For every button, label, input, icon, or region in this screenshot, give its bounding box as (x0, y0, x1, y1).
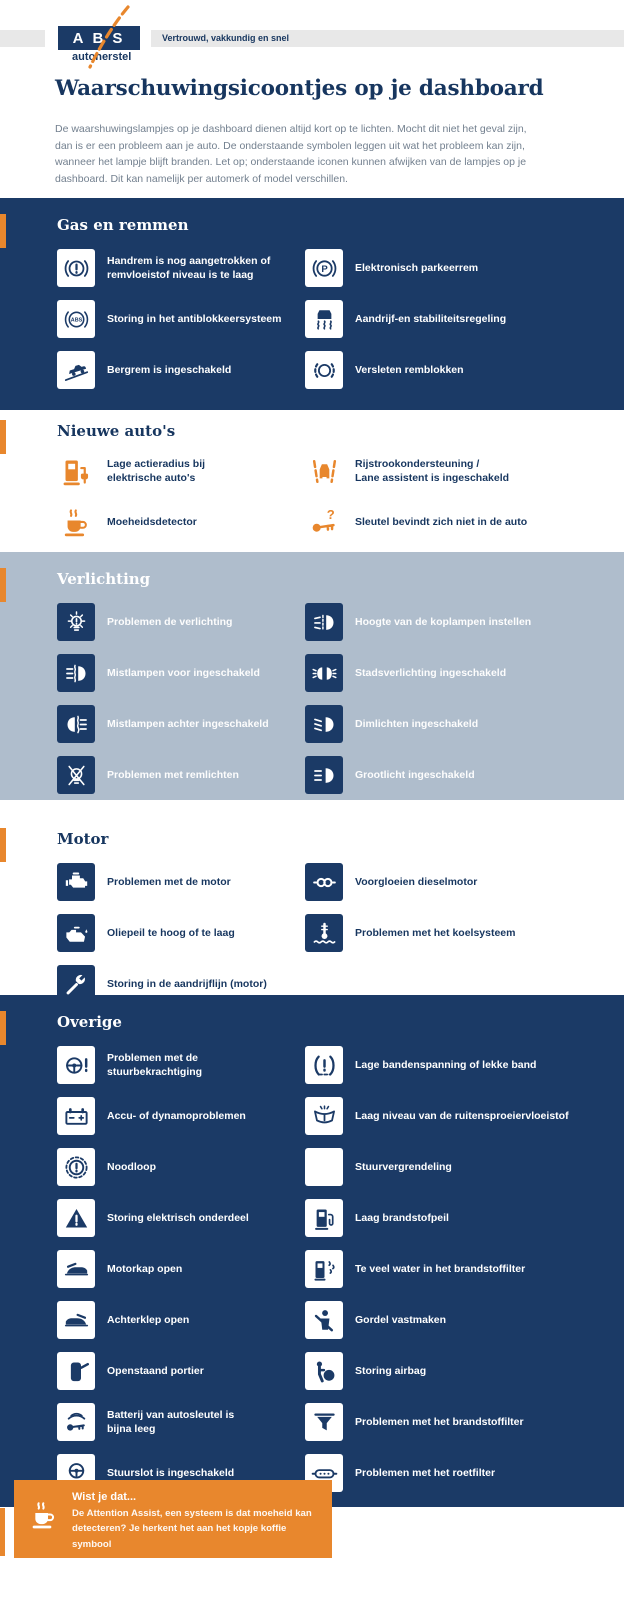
section-accent-tab (0, 828, 6, 862)
warning-item-label: Elektronisch parkeerrem (355, 261, 479, 274)
headlamp-level-icon (305, 603, 343, 641)
warning-item-label: Batterij van autosleutel is bijna leeg (107, 1408, 235, 1435)
fuel-level-icon (305, 1199, 343, 1237)
sections-container (0, 198, 624, 1507)
left-column-cell (57, 756, 305, 794)
icon-row (0, 654, 624, 692)
right-column-cell (305, 705, 616, 743)
tire-pressure-icon (305, 1046, 343, 1084)
warning-item (305, 603, 531, 641)
warning-item-label: Problemen met de motor (107, 875, 231, 888)
right-column-cell (305, 914, 616, 952)
warning-item-label: Storing in het antiblokkeersysteem (107, 312, 282, 325)
warning-item-label: Dimlichten ingeschakeld (355, 717, 479, 730)
warning-item-label: Bergrem is ingeschakeld (107, 363, 232, 376)
warning-item-label: Grootlicht ingeschakeld (355, 768, 475, 781)
abs-logo-letters: ABS (72, 29, 132, 47)
washer-fluid-icon (305, 1097, 343, 1135)
svg-text:ABS: ABS (70, 317, 82, 324)
warning-item (305, 1352, 426, 1390)
warning-item (57, 965, 267, 995)
parking-brake-icon (305, 249, 343, 287)
warning-item (305, 1046, 536, 1084)
coolant-icon (305, 914, 343, 952)
right-column-cell (305, 1046, 616, 1084)
section-verlichting (0, 552, 624, 800)
did-you-know-title: Wist je dat... (72, 1491, 137, 1503)
warning-item-label: Rijstrookondersteuning / Lane assistent is ingeschakeld (355, 457, 510, 484)
warning-item (57, 503, 197, 541)
did-you-know-body: De Attention Assist, een systeem is dat moeheid kan detecteren? Je herkent het aan het kopje koffie symbool (72, 1508, 312, 1550)
warning-item-label: Noodloop (107, 1160, 156, 1173)
warning-item-label: Laag niveau van de ruitensproeiervloeistof (355, 1109, 569, 1122)
ev-range-icon (57, 452, 95, 490)
warning-item-label: Oliepeil te hoog of te laag (107, 926, 235, 939)
icon-row (0, 756, 624, 794)
left-column-cell (57, 351, 305, 389)
right-column-cell (305, 654, 616, 692)
page-title: Waarschuwingsicoontjes op je dashboard (55, 76, 544, 101)
right-column-cell (305, 1352, 616, 1390)
warning-item (57, 452, 205, 490)
warning-item (305, 654, 506, 692)
warning-item-label: Achterklep open (107, 1313, 190, 1326)
icon-row (0, 1046, 624, 1084)
warning-item (305, 1403, 524, 1441)
warning-item (305, 863, 477, 901)
low-beam-icon (305, 705, 343, 743)
warning-item (305, 1301, 446, 1339)
right-column-cell (305, 603, 616, 641)
oil-level-icon (57, 914, 95, 952)
brake-light-warning-icon (57, 756, 95, 794)
right-column-cell (305, 756, 616, 794)
warning-item (305, 1097, 569, 1135)
icon-row (0, 705, 624, 743)
warning-item-label: Motorkap open (107, 1262, 183, 1275)
right-column-cell (305, 863, 616, 901)
section-rows (0, 249, 624, 389)
left-column-cell (57, 1148, 305, 1186)
section-rows (0, 1046, 624, 1492)
warning-item-label: Problemen de verlichting (107, 615, 233, 628)
glow-plug-icon (305, 863, 343, 901)
fog-front-icon (57, 654, 95, 692)
hood-open-icon (57, 1250, 95, 1288)
warning-item-label: Handrem is nog aangetrokken of remvloeistof niveau is te laag (107, 254, 271, 281)
section-nieuwe-autos (0, 410, 624, 552)
left-column-cell (57, 1403, 305, 1441)
icon-row (0, 300, 624, 338)
section-motor (0, 800, 624, 995)
warning-item-label: Te veel water in het brandstoffilter (355, 1262, 526, 1275)
door-open-icon (57, 1352, 95, 1390)
right-column-cell (305, 1301, 616, 1339)
tagline: Vertrouwd, vakkundig en snel (162, 33, 290, 43)
right-column-cell (305, 1250, 616, 1288)
did-you-know-box (14, 1480, 332, 1558)
right-column-cell (305, 503, 616, 541)
abs-logo (58, 26, 140, 50)
section-rows (0, 863, 624, 995)
warning-item (57, 351, 231, 389)
section-title: Nieuwe auto's (57, 422, 176, 440)
warning-item (57, 1046, 202, 1084)
warning-item (305, 351, 464, 389)
warning-item-label: Openstaand portier (107, 1364, 204, 1377)
fog-rear-icon (57, 705, 95, 743)
fuel-filter-icon (305, 1403, 343, 1441)
section-accent-tab (0, 568, 6, 602)
warning-item-label: Storing in de aandrijflijn (motor) (107, 977, 267, 990)
warning-item-label: Storing airbag (355, 1364, 427, 1377)
warning-item (305, 300, 506, 338)
section-title: Motor (57, 830, 109, 848)
warning-item-label: Problemen met het brandstoffilter (355, 1415, 524, 1428)
warning-item (305, 503, 527, 541)
right-column-cell (305, 351, 616, 389)
section-title: Verlichting (57, 570, 151, 588)
warning-item (305, 705, 478, 743)
icon-row (0, 1148, 624, 1186)
warning-item (305, 452, 509, 490)
icon-row (0, 603, 624, 641)
warning-item-label: Laag brandstofpeil (355, 1211, 449, 1224)
warning-item-label: Storing elektrisch onderdeel (107, 1211, 249, 1224)
icon-row (0, 1199, 624, 1237)
intro-paragraph: De waarshuwingslampjes op je dashboard dienen altijd kort op te lichten. Mocht dit niet het geval zijn, dan is er een probleem aan je auto. De onderstaande symbolen leggen uit wat het probleem kan zijn, wanneer het lampje blijft branden. Let op; onderstaande iconen kunnen afwijken van de lampjes op je dashboard. Dit kan namelijk per automerk of model verschillen. (55, 123, 527, 185)
warning-item (57, 756, 239, 794)
warning-item (305, 756, 475, 794)
warning-item-label: Stuurvergrendeling (355, 1160, 452, 1173)
icon-row (0, 1250, 624, 1288)
warning-item-label: Lage bandenspanning of lekke band (355, 1058, 537, 1071)
warning-item (57, 603, 232, 641)
warning-item (305, 1148, 452, 1186)
hill-descent-icon (57, 351, 95, 389)
warning-item-label: Hoogte van de koplampen instellen (355, 615, 532, 628)
warning-triangle-icon (57, 1199, 95, 1237)
left-column-cell (57, 603, 305, 641)
warning-item (57, 300, 281, 338)
icon-row (0, 1403, 624, 1441)
left-column-cell (57, 300, 305, 338)
warning-item (57, 654, 260, 692)
limp-mode-icon (57, 1148, 95, 1186)
key-battery-icon (57, 1403, 95, 1441)
section-rows (0, 603, 624, 794)
did-you-know-text (72, 1491, 320, 1550)
icon-row (0, 452, 624, 490)
bulb-warning-icon (57, 603, 95, 641)
warning-item-label: Aandrijf-en stabiliteitsregeling (355, 312, 507, 325)
airbag-icon (305, 1352, 343, 1390)
lane-assist-icon (305, 452, 343, 490)
left-column-cell (57, 452, 305, 490)
warning-item-label: Versleten remblokken (355, 363, 464, 376)
engine-icon (57, 863, 95, 901)
left-column-cell (57, 1046, 305, 1084)
warning-item-label: Sleutel bevindt zich niet in de auto (355, 515, 528, 528)
right-column-cell (305, 1403, 616, 1441)
left-column-cell (57, 1250, 305, 1288)
section-accent-tab (0, 1011, 6, 1045)
warning-item (57, 1199, 249, 1237)
warning-item-label: Mistlampen achter ingeschakeld (107, 717, 269, 730)
right-column-cell (305, 249, 616, 287)
battery-icon (57, 1097, 95, 1135)
right-column-cell (305, 452, 616, 490)
warning-item (57, 914, 235, 952)
warning-item (57, 863, 231, 901)
icon-row (0, 965, 624, 995)
right-column-cell (305, 1097, 616, 1135)
right-column-cell (305, 1199, 616, 1237)
warning-item (57, 1352, 204, 1390)
warning-item (57, 1250, 182, 1288)
left-column-cell (57, 1352, 305, 1390)
section-title: Overige (57, 1013, 122, 1031)
warning-item-label: Problemen met het koelsysteem (355, 926, 516, 939)
left-column-cell (57, 965, 305, 995)
warning-item (305, 1454, 495, 1492)
warning-item (57, 1403, 234, 1441)
warning-item (305, 914, 515, 952)
warning-item (57, 249, 270, 287)
section-title: Gas en remmen (57, 216, 189, 234)
warning-item-label: Problemen met het roetfilter (355, 1466, 496, 1479)
section-gas-en-remmen (0, 198, 624, 410)
left-column-cell (57, 1097, 305, 1135)
stability-control-icon (305, 300, 343, 338)
warning-item (57, 1301, 189, 1339)
warning-item-label: Stadsverlichting ingeschakeld (355, 666, 507, 679)
icon-row (0, 1301, 624, 1339)
warning-item-label: Problemen met de stuurbekrachtiging (107, 1051, 203, 1078)
warning-item-label: Lage actieradius bij elektrische auto's (107, 457, 206, 484)
left-column-cell (57, 654, 305, 692)
left-column-cell (57, 1199, 305, 1237)
warning-item (57, 1097, 246, 1135)
coffee-cup-icon (57, 503, 95, 541)
city-light-icon (305, 654, 343, 692)
fuel-water-icon (305, 1250, 343, 1288)
svg-text:?: ? (326, 506, 335, 522)
warning-item-label: Accu- of dynamoproblemen (107, 1109, 246, 1122)
left-column-cell (57, 705, 305, 743)
left-column-cell (57, 249, 305, 287)
left-column-cell (57, 1301, 305, 1339)
warning-item-label: Gordel vastmaken (355, 1313, 447, 1326)
section-overige (0, 995, 624, 1507)
abs-icon (57, 300, 95, 338)
section-rows (0, 452, 624, 541)
steering-warning-icon (305, 1148, 343, 1186)
warning-item-label: Mistlampen voor ingeschakeld (107, 666, 260, 679)
seatbelt-icon (305, 1301, 343, 1339)
icon-row (0, 914, 624, 952)
warning-item-label: Stuurslot is ingeschakeld (107, 1466, 235, 1479)
icon-row (0, 1352, 624, 1390)
right-column-cell (305, 1148, 616, 1186)
left-column-cell (57, 503, 305, 541)
icon-row (0, 503, 624, 541)
section-accent-tab (0, 420, 6, 454)
brake-pads-icon (305, 351, 343, 389)
brake-warning-icon (57, 249, 95, 287)
svg-text:P: P (320, 263, 328, 275)
drivetrain-icon (57, 965, 95, 995)
icon-row (0, 249, 624, 287)
right-column-cell (305, 300, 616, 338)
header (0, 0, 624, 198)
high-beam-icon (305, 756, 343, 794)
footer-accent-strip (0, 1508, 5, 1556)
warning-item (305, 1250, 525, 1288)
icon-row (0, 1097, 624, 1135)
warning-item-label: Problemen met remlichten (107, 768, 239, 781)
warning-item-label: Moeheidsdetector (107, 515, 197, 528)
icon-row (0, 863, 624, 901)
coffee-cup-icon (28, 1491, 62, 1550)
key-question-icon (305, 503, 343, 541)
right-column-cell (305, 1454, 616, 1492)
warning-item (57, 705, 269, 743)
warning-item-label: Voorgloeien dieselmotor (355, 875, 478, 888)
warning-item (305, 1199, 449, 1237)
abs-logo-subtitle: autoherstel (72, 51, 132, 63)
section-accent-tab (0, 214, 6, 248)
warning-item (57, 1148, 156, 1186)
trunk-open-icon (57, 1301, 95, 1339)
warning-item (305, 249, 478, 287)
power-steering-icon (57, 1046, 95, 1084)
left-column-cell (57, 914, 305, 952)
icon-row (0, 351, 624, 389)
left-column-cell (57, 863, 305, 901)
